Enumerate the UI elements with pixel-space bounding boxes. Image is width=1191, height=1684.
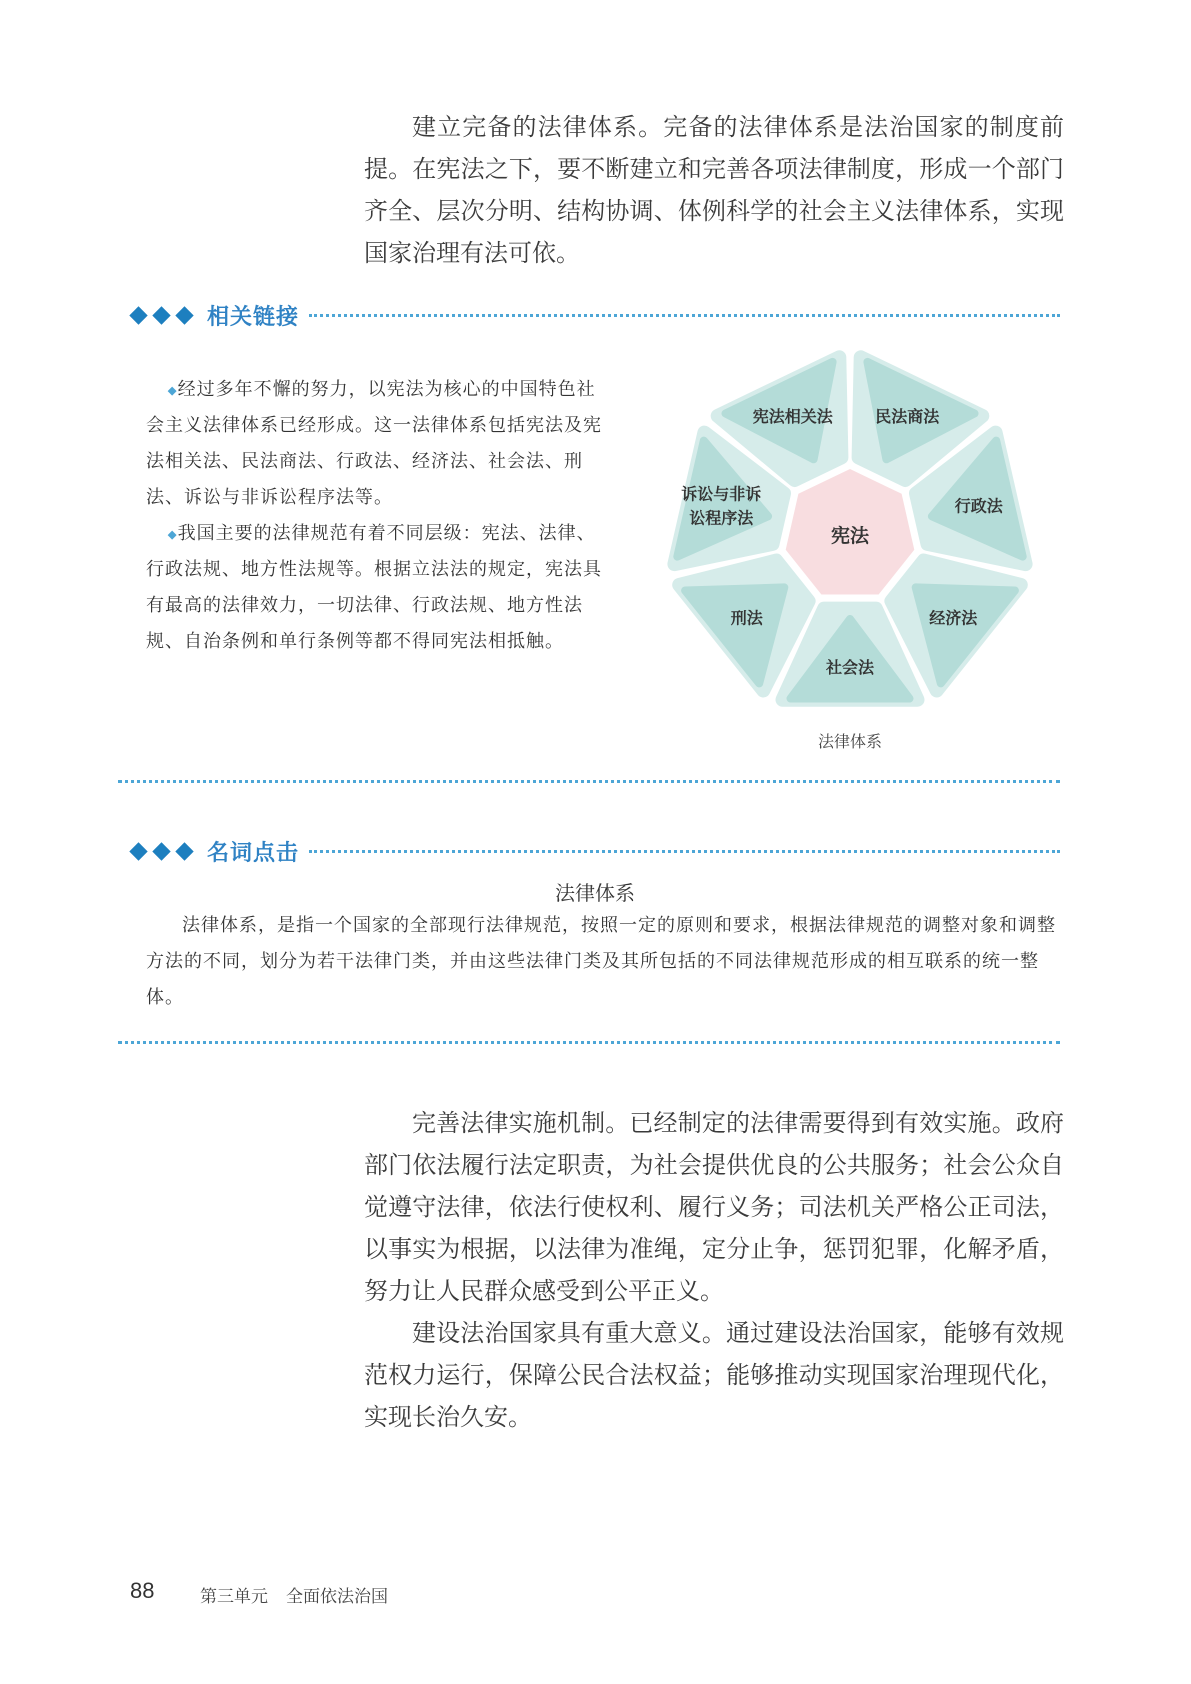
petal-label: 宪法相关法 [752,407,833,427]
petal-label: 经济法 [929,608,978,628]
related-links-header [130,300,1060,330]
significance-paragraph: 建设法治国家具有重大意义。通过建设法治国家，能够有效规范权力运行，保障公民合法权益；能够推动实现国家治理现代化，实现长治久安。 [364,1319,1064,1431]
related-links-text [146,372,606,660]
diamond-icon [175,842,193,860]
implementation-paragraph: 完善法律实施机制。已经制定的法律需要得到有效实施。政府部门依法履行法定职责，为社会提供优良的公共服务；社会公众自觉遵守法律，依法行使权利、履行义务；司法机关严格公正司法，以事实为根据，以法律为准绳，定分止争，惩罚犯罪，化解矛盾，努力让人民群众感受到公平正义。 [364,1109,1064,1305]
intro-paragraph: 建立完备的法律体系。完备的法律体系是法治国家的制度前提。在宪法之下，要不断建立和完善各项法律制度，形成一个部门齐全、层次分明、结构协调、体例科学的社会主义法律体系，实现国家治理有法可依。 [364,113,1064,267]
diamond-bullet-icon: ◆ [167,525,178,543]
term-section-title: 名词点击 [207,840,300,866]
petal-label: 诉讼与非诉 [681,484,762,504]
dotted-divider [309,850,1060,853]
center-label: 宪法 [830,525,870,547]
related-item-1: ◆经过多年不懈的努力，以宪法为核心的中国特色社会主义法律体系已经形成。这一法律体系包括宪法及宪法相关法、民法商法、行政法、经济法、社会法、刑法、诉讼与非诉讼程序法等。 [146,379,602,508]
section-divider [118,1041,1060,1044]
related-item-2: ◆我国主要的法律规范有着不同层级：宪法、法律、行政法规、地方性法规等。根据立法法的规定，宪法具有最高的法律效力，一切法律、行政法规、地方性法规、自治条例和单行条例等都不得同宪法相抵触。 [146,523,602,652]
diamond-icon [129,306,147,324]
diamond-icon [129,842,147,860]
diamond-icon [152,842,170,860]
diagram-caption: 法律体系 [817,732,882,751]
petal-label: 刑法 [730,608,763,628]
term-header [130,836,1060,866]
unit-title: 全面依法治国 [286,1587,388,1607]
running-footer [200,1582,388,1607]
related-links-title: 相关链接 [207,304,300,330]
petal-label: 社会法 [825,658,875,677]
petal-label: 民法商法 [875,407,940,427]
section-divider [118,780,1060,783]
page-number: 88 [130,1578,155,1603]
dotted-divider [309,314,1060,317]
term-title: 法律体系 [555,881,635,905]
petal-label: 行政法 [954,496,1003,516]
diamond-icons [130,309,193,322]
diamond-bullet-icon: ◆ [167,381,178,399]
unit-label: 第三单元 [200,1587,268,1607]
term-body: 法律体系，是指一个国家的全部现行法律规范，按照一定的原则和要求，根据法律规范的调整对象和调整方法的不同，划分为若干法律门类，并由这些法律门类及其所包括的不同法律规范形成的相互联系的统一整体。 [146,915,1056,1008]
petal-label: 讼程序法 [689,508,754,528]
diamond-icon [175,306,193,324]
diamond-icon [152,306,170,324]
diamond-icons [130,845,193,858]
legal-system-diagram [660,345,1040,725]
